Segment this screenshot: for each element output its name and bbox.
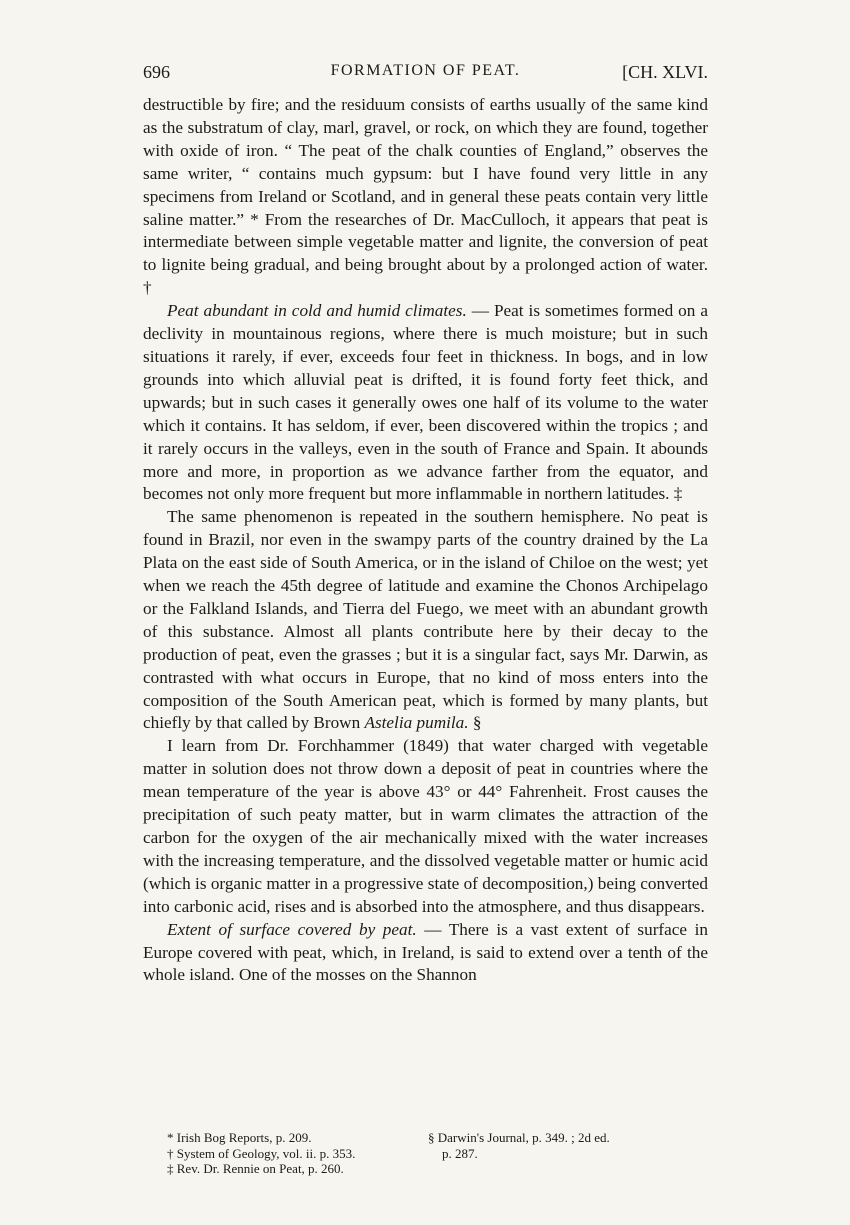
footnotes-left-column — [167, 1130, 417, 1177]
paragraph-text: destructible by fire; and the residuum consists of earths usually of the same kind as the substratum of clay, marl, gravel, or rock, on which they are found, together with oxide of iron. “ The peat of the chalk counties of England,” observes the same writer, “ contains much gypsum: but I have found very little in any specimens from Ireland or Scotland, and in general these peats contain very little saline matter.” * From the researches of Dr. MacCulloch, it appears that peat is intermediate between simple vegetable matter and lignite, the conversion of peat to lignite being gradual, and being brought about by a prolonged action of water. † — [143, 95, 708, 298]
section-heading: Peat abundant in cold and humid climates. — [167, 301, 467, 321]
footnote: § Darwin's Journal, p. 349. ; 2d ed. — [428, 1130, 610, 1145]
footnote: p. 287. — [442, 1145, 478, 1161]
footnote: ‡ Rev. Dr. Rennie on Peat, p. 260. — [167, 1161, 344, 1176]
page-number: 696 — [143, 62, 170, 82]
paragraph-text: The same phenomenon is repeated in the southern hemisphere. No peat is found in Brazil, nor even in the swampy parts of the country drained by the La Plata on the east side of South America, or in the island of Chiloe on the west; yet when we reach the 45th degree of latitude and examine the Chonos Archipelago or the Falkland Islands, and Tierra del Fuego, we meet with an abundant growth of this substance. Almost all plants contribute here by their decay to the production of peat, even the grasses ; but it is a singular fact, says Mr. Darwin, as contrasted with what occurs in Europe, that no kind of moss enters into the composition of the South American peat, which is formed by many plants, but chiefly by that called by Brown — [143, 507, 708, 733]
footnotes-right-column — [428, 1130, 708, 1161]
paragraph — [143, 735, 708, 918]
paragraph-text: — Peat is sometimes formed on a declivity in mountainous regions, where there is much moisture; but in such situations it rarely, if ever, exceeds four feet in thickness. In bogs, and in low grounds into which alluvial peat is drifted, it is found forty feet thick, and upwards; but in such cases it generally owes one half of its volume to the water which it contains. It has seldom, if ever, been discovered within the tropics ; and it rarely occurs in the valleys, even in the south of France and Spain. It abounds more and more, in proportion as we advance farther from the equator, and becomes not only more frequent but more inflammable in northern latitudes. ‡ — [143, 301, 708, 504]
paragraph — [143, 919, 708, 988]
paragraph — [143, 94, 708, 300]
chapter-label: [CH. XLVI. — [622, 62, 708, 82]
footnote: † System of Geology, vol. ii. p. 353. — [167, 1145, 356, 1161]
paragraph-text: — There is a vast extent of surface in Europe covered with peat, which, in Ireland, is said to extend over a tenth of the whole island. One of the mosses on the Shannon — [143, 919, 708, 985]
section-heading: Extent of surface covered by peat. — [167, 919, 417, 939]
footnote: * Irish Bog Reports, p. 209. — [167, 1130, 312, 1145]
paragraph-text: I learn from Dr. Forchhammer (1849) that water charged with vegetable matter in solution does not throw down a deposit of peat in countries where the mean temperature of the year is above 43° or 44° Fahrenheit. Frost causes the precipitation of such peaty matter, but in warm climates the attraction of the carbon for the oxygen of the air mechanically mixed with the water increases with the increasing temperature, and the dissolved vegetable matter or humic acid (which is organic matter in a progressive state of decomposition,) being converted into carbonic acid, rises and is absorbed into the atmosphere, and thus disappears. — [143, 736, 708, 916]
paragraph — [143, 300, 708, 506]
running-title: FORMATION OF PEAT. — [330, 62, 521, 79]
running-header — [143, 62, 708, 86]
footnote-mark: § — [468, 713, 482, 733]
paragraph — [143, 506, 708, 735]
species-name: Astelia pumila. — [364, 713, 469, 733]
body-text — [143, 94, 708, 987]
